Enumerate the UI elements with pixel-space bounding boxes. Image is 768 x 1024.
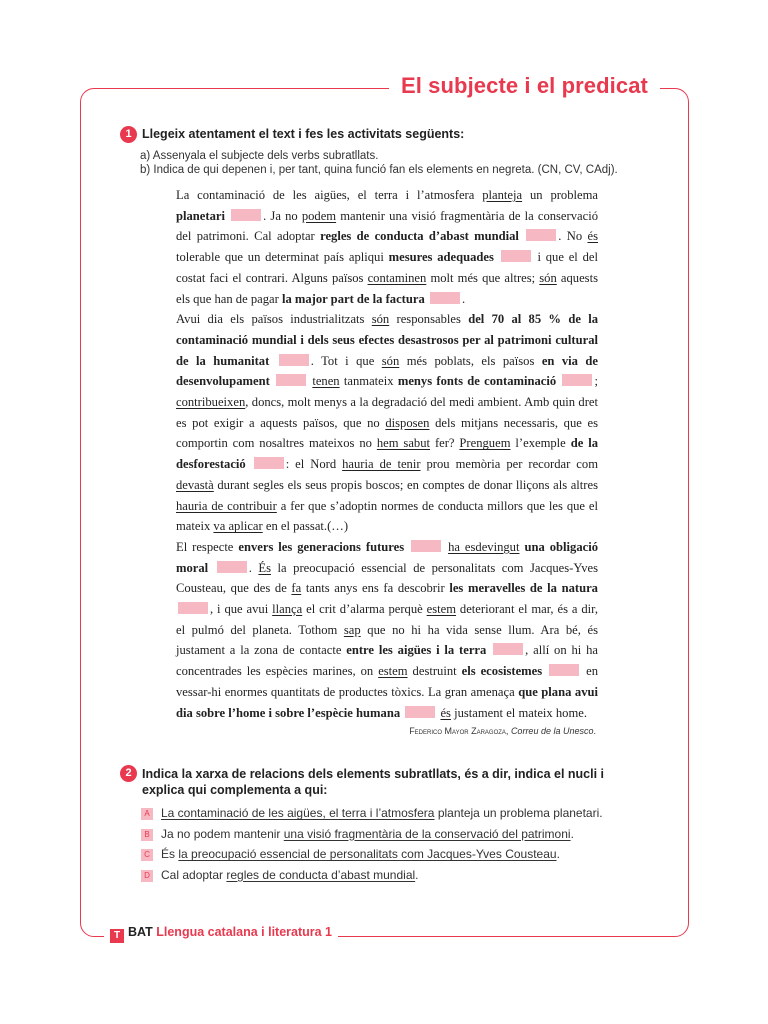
text-fragment: durant segles els seus propis boscos; en comptes de donar lliçons als altres <box>213 477 598 492</box>
footer <box>104 925 338 943</box>
underlined-verb: és <box>440 705 451 720</box>
citation-source: Correu de la Unesco <box>510 726 594 736</box>
answer-blank[interactable] <box>411 540 441 552</box>
item-underlined: la preocupació essencial de personalitats com Jacques-Yves Cousteau <box>178 847 557 861</box>
bold-element: de la desforestació <box>176 436 598 472</box>
publisher-logo: T <box>110 929 124 943</box>
underlined-verb: ha esdevingut <box>448 539 520 554</box>
list-item <box>141 865 621 886</box>
item-underlined: una visió fragmentària de la conservació del patrimoni <box>283 826 571 841</box>
answer-blank[interactable] <box>405 706 435 718</box>
item-text: Ja no podem mantenir <box>161 826 284 841</box>
item-text: . <box>570 826 574 841</box>
underlined-verb: són <box>381 353 400 368</box>
reading-paragraph-3 <box>176 537 598 723</box>
text-fragment: responsables <box>389 312 469 327</box>
bold-element: planetari <box>176 208 225 223</box>
text-fragment: , i que avui <box>210 602 273 617</box>
item-text: . <box>556 847 560 861</box>
bold-element: envers les generacions futures <box>238 539 405 554</box>
underlined-verb: sap <box>343 622 361 637</box>
reading-text <box>176 185 598 723</box>
bold-element: regles de conducta d’abast mundial <box>320 229 519 244</box>
list-item <box>141 803 621 824</box>
bold-element: entre les aigües i la terra <box>346 643 487 658</box>
text-fragment: , doncs, molt menys a la degradació del medi ambient. Amb quin dret es pot exigir a aquests països, que no <box>176 395 598 430</box>
text-fragment: destruint <box>407 664 462 679</box>
underlined-verb: estem <box>426 602 457 617</box>
text-fragment: el crit d’alarma perquè <box>302 602 427 617</box>
underlined-verb: va aplicar <box>213 519 263 534</box>
underlined-verb: Prenguem <box>459 436 511 451</box>
underlined-verb: hem sabut <box>376 436 431 451</box>
text-fragment: La contaminació de les aigües, el terra i l’atmosfera <box>176 188 483 202</box>
text-fragment: més poblats, els països <box>399 353 542 368</box>
question-number-1: 1 <box>120 126 137 143</box>
item-letter-badge: B <box>141 829 153 841</box>
underlined-verb: hauria de tenir <box>342 457 421 472</box>
text-fragment: Avui dia els països industrialitzats <box>176 312 372 327</box>
item-text: . <box>415 867 419 882</box>
item-text: És <box>161 847 179 861</box>
bold-element: en via de desenvolupament <box>176 353 599 389</box>
underlined-verb: devastà <box>176 477 214 492</box>
text-fragment: . No <box>558 229 588 244</box>
answer-blank[interactable] <box>526 229 556 241</box>
bold-element: del 70 al 85 % de la contaminació mundial i dels seus efectes desastrosos per al patrimoni cultural de la humanitat <box>176 312 599 368</box>
text-fragment: en vessar-hi enormes quantitats de productes tòxics. La gran amenaça <box>176 664 598 699</box>
underlined-verb: contaminen <box>367 270 427 285</box>
underlined-verb: És <box>258 560 271 575</box>
page-title: El subjecte i el predicat <box>400 73 648 98</box>
text-fragment: l’exemple <box>510 436 571 451</box>
question-1-sub-b: b) Indica de qui depenen i, per tant, quina funció fan els elements en negreta. (CN, CV, CAdj). <box>140 164 618 177</box>
bold-element: mesures adequades <box>388 250 494 265</box>
footer-book-title: Llengua catalana i literatura 1 <box>156 925 333 939</box>
text-fragment: El respecte <box>176 539 239 554</box>
list-item <box>141 824 621 845</box>
text-fragment: tolerable que un determinat país apliqui <box>176 250 389 265</box>
text-fragment: en el passat.(…) <box>262 519 349 534</box>
text-fragment: un problema <box>522 188 599 202</box>
answer-blank[interactable] <box>501 250 531 262</box>
answer-blank[interactable] <box>254 457 284 469</box>
underlined-verb: fa <box>291 581 302 596</box>
item-underlined: regles de conducta d’abast mundial <box>226 867 416 882</box>
underlined-verb: hauria de contribuir <box>176 498 277 513</box>
text-fragment: . <box>461 291 466 306</box>
text-fragment: mantenir una visió fragmentària de la conservació del patrimoni. Cal adoptar <box>176 208 598 244</box>
answer-blank[interactable] <box>562 374 592 386</box>
text-fragment: molt més que altres; <box>426 270 540 285</box>
question-1 <box>120 126 645 177</box>
page-title-wrap <box>389 73 660 99</box>
answer-blank[interactable] <box>276 374 306 386</box>
list-item <box>141 844 621 865</box>
text-fragment: fer? <box>430 436 460 451</box>
text-fragment: . <box>248 560 259 575</box>
text-fragment: tanmateix <box>339 374 398 389</box>
text-fragment: justament el mateix home. <box>450 705 587 720</box>
text-fragment: dels mitjans necessaris, que es comportin com nosaltres mateixos no <box>176 415 598 451</box>
text-fragment: deteriorant el mar, és a dir, el pulmó del planeta. Tothom <box>176 602 599 637</box>
underlined-verb: llança <box>272 602 303 617</box>
answer-blank[interactable] <box>430 292 460 304</box>
underlined-verb: és <box>587 229 598 244</box>
text-fragment: : el Nord <box>285 457 343 472</box>
answer-blank[interactable] <box>549 664 579 676</box>
bold-element: els ecosistemes <box>461 664 543 679</box>
question-number-2: 2 <box>120 765 137 782</box>
item-text: Cal adoptar <box>161 867 227 882</box>
answer-blank[interactable] <box>217 561 247 573</box>
underlined-verb: contribueixen <box>176 395 246 410</box>
underlined-verb: disposen <box>385 415 430 430</box>
item-letter-badge: A <box>141 808 153 820</box>
question-2-heading: Indica la xarxa de relacions dels elements subratllats, és a dir, indica el nucli i explica qui complementa a qui: <box>142 767 605 797</box>
underlined-verb: són <box>539 270 557 285</box>
text-fragment: aquests els que han de pagar <box>176 270 598 306</box>
text-fragment: . Ja no <box>263 208 302 223</box>
bold-element: menys fonts de contaminació <box>397 374 557 389</box>
text-fragment: prou memòria per recordar com <box>420 457 598 472</box>
citation-end: . <box>593 726 596 736</box>
text-fragment: ; <box>594 374 598 389</box>
answer-blank[interactable] <box>493 643 523 655</box>
citation <box>409 726 596 736</box>
answer-blank[interactable] <box>279 354 309 366</box>
item-letter-badge: C <box>141 849 153 861</box>
question-2 <box>120 766 645 798</box>
underlined-verb: podem <box>301 208 337 223</box>
text-fragment: que no hi ha vida sense llum. Ara bé, és justament a la zona de contacte <box>176 622 598 658</box>
bold-element: les meravelles de la natura <box>449 581 598 596</box>
text-fragment: i que el del costat faci el contrari. Alguns països <box>176 250 598 285</box>
text-fragment: tants anys ens fa descobrir <box>301 581 450 596</box>
item-letter-badge: D <box>141 870 153 882</box>
question-1-heading: Llegeix atentament el text i fes les activitats següents: <box>142 127 465 141</box>
answer-blank[interactable] <box>178 602 208 614</box>
reading-paragraph-1 <box>176 185 598 309</box>
citation-author: Federico Mayor Zaragoza <box>409 726 506 736</box>
bold-element: una obligació moral <box>176 539 598 575</box>
underlined-verb: estem <box>378 664 408 679</box>
reading-paragraph-2 <box>176 309 598 537</box>
question-2-items <box>141 803 621 885</box>
question-1-sub-a: a) Assenyala el subjecte dels verbs subratllats. <box>140 150 379 163</box>
underlined-verb: planteja <box>482 188 523 202</box>
footer-series: BAT <box>128 925 153 939</box>
item-underlined: La contaminació de les aigües, el terra i l’atmosfera <box>161 806 435 820</box>
text-fragment: , allí on hi ha concentrades les espècies marines, on <box>176 643 598 679</box>
underlined-verb: tenen <box>312 374 340 389</box>
bold-element: que plana avui dia sobre l’home i sobre l’espècie humana <box>176 684 598 720</box>
citation-separator: , <box>505 726 511 736</box>
item-text: planteja un problema planetari. <box>434 806 603 820</box>
text-fragment: la preocupació essencial de personalitats com Jacques-Yves Cousteau, que des de <box>176 560 598 596</box>
underlined-verb: són <box>371 312 390 327</box>
bold-element: la major part de la factura <box>281 291 425 306</box>
text-fragment: a fer que s’adoptin normes de conducta millors que les que el mateix <box>176 498 599 534</box>
text-fragment: . Tot i que <box>310 353 382 368</box>
answer-blank[interactable] <box>231 209 261 221</box>
